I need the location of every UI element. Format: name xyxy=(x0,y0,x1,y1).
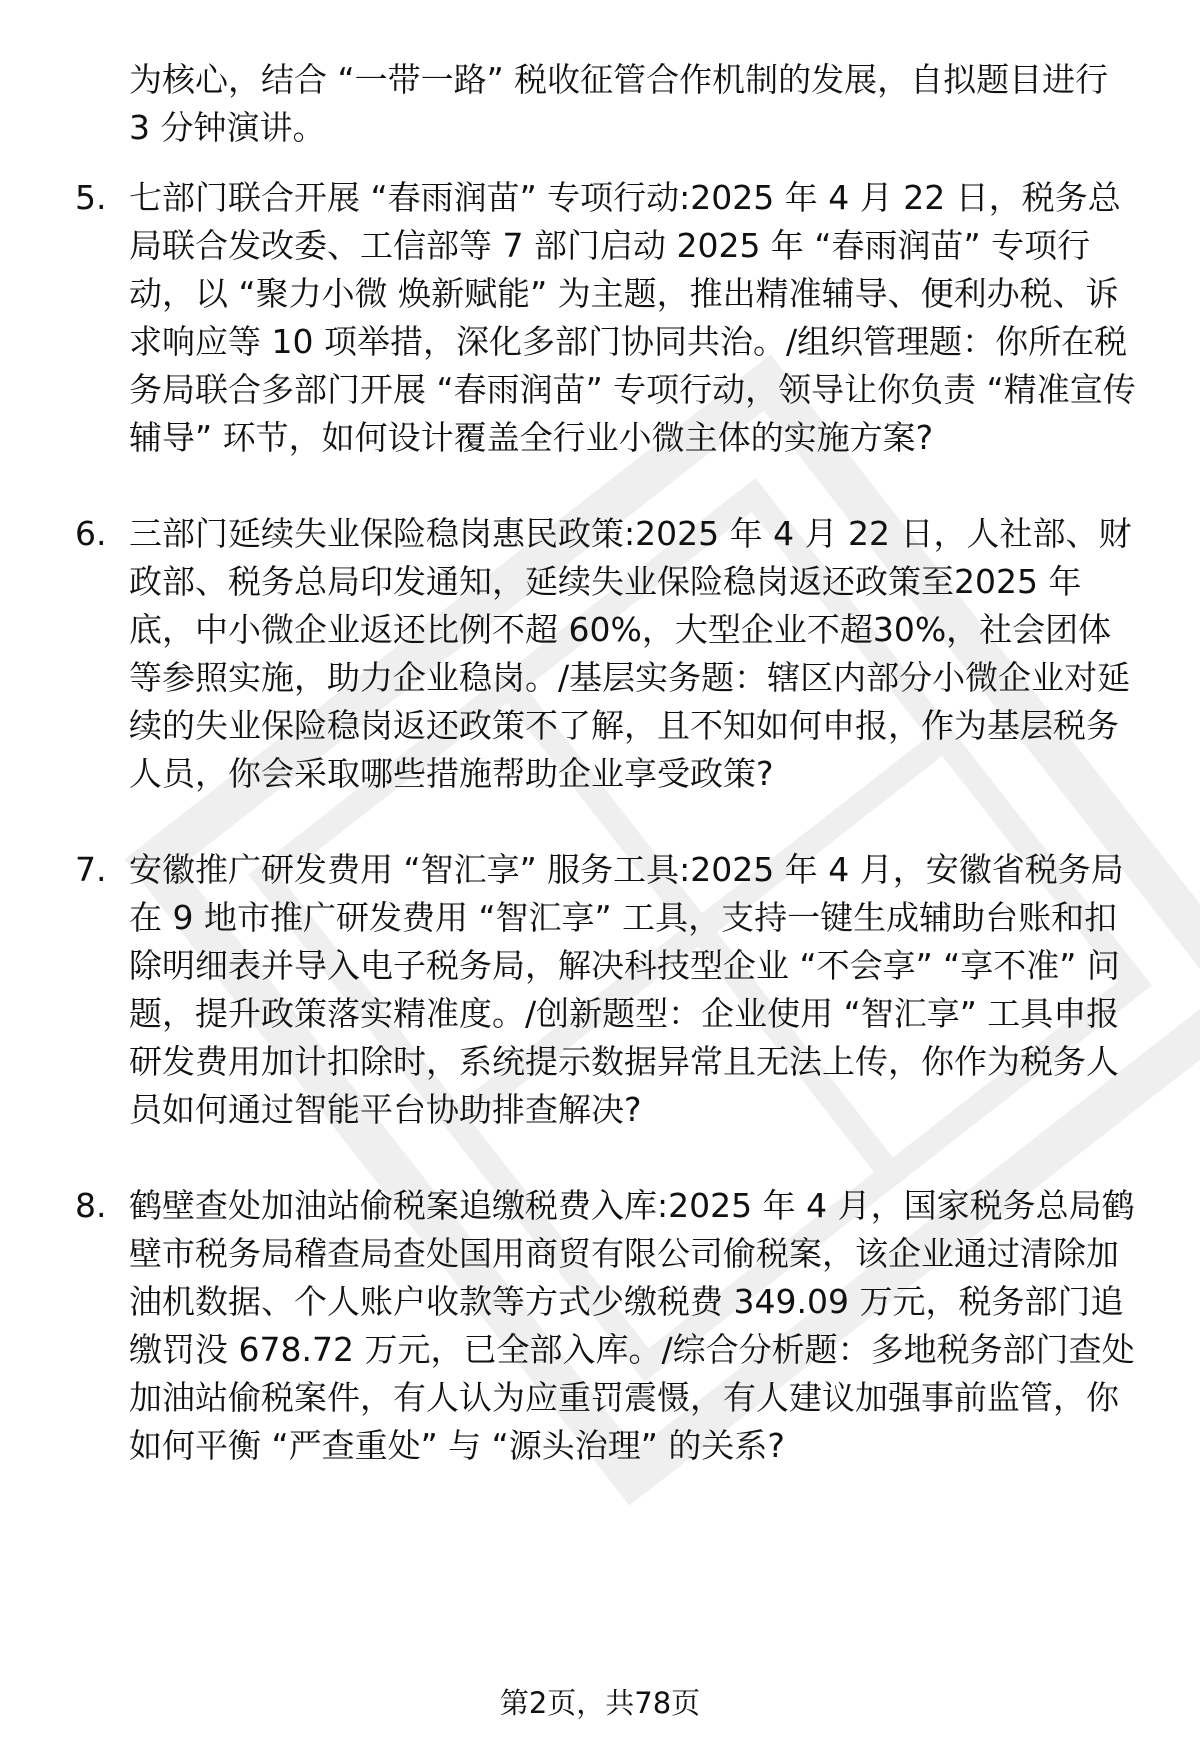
page-footer: 第2页，共78页 xyxy=(499,1686,701,1720)
item-text: 七部门联合开展 “春雨润苗” 专项行动:2025 年 4 月 22 日，税务总局联合发改委、工信部等 7 部门启动 2025 年 “春雨润苗” 专项行动，以 “聚力小微 焕新赋能” 为主题，推出精准辅导、便利办税、诉求响应等 10 项举措，深化多部门协同共治。/组织管理题：你所在税务局联合多部门开展 “春雨润苗” 专项行动，领导让你负责 “精准宣传辅导” 环节，如何设计覆盖全行业小微主体的实施方案? xyxy=(129,178,1136,457)
item-text: 鹤壁查处加油站偷税案追缴税费入库:2025 年 4 月，国家税务总局鹤壁市税务局稽查局查处国用商贸有限公司偷税案，该企业通过清除加油机数据、个人账户收款等方式少缴税费 349.09 万元，税务部门追缴罚没 678.72 万元，已全部入库。/综合分析题：多地税务部门查处加油站偷税案件，有人认为应重罚震慑，有人建议加强事前监管，你如何平衡 “严查重处” 与 “源头治理” 的关系? xyxy=(129,1186,1135,1465)
intro-paragraph: 为核心，结合 “一带一路” 税收征管合作机制的发展，自拟题目进行 3 分钟演讲。 xyxy=(129,60,1109,147)
item-number: 7. xyxy=(75,850,107,889)
item-text: 三部门延续失业保险稳岗惠民政策:2025 年 4 月 22 日，人社部、财政部、税务总局印发通知，延续失业保险稳岗返还政策至2025 年底，中小微企业返还比例不超 60%，大型企业不超30%，社会团体等参照实施，助力企业稳岗。/基层实务题：辖区内部分小微企业对延续的失业保险稳岗返还政策不了解，且不知如何申报，作为基层税务人员，你会采取哪些措施帮助企业享受政策? xyxy=(129,514,1132,793)
item-number: 6. xyxy=(75,514,107,553)
item-text: 安徽推广研发费用 “智汇享” 服务工具:2025 年 4 月，安徽省税务局在 9 地市推广研发费用 “智汇享” 工具，支持一键生成辅助台账和扣除明细表并导入电子税务局，解决科技型企业 “不会享” “享不准” 问题，提升政策落实精准度。/创新题型：企业使用 “智汇享” 工具申报研发费用加计扣除时，系统提示数据异常且无法上传，你作为税务人员如何通过智能平台协助排查解决? xyxy=(129,850,1124,1129)
item-number: 5. xyxy=(75,178,107,217)
item-number: 8. xyxy=(75,1186,107,1225)
